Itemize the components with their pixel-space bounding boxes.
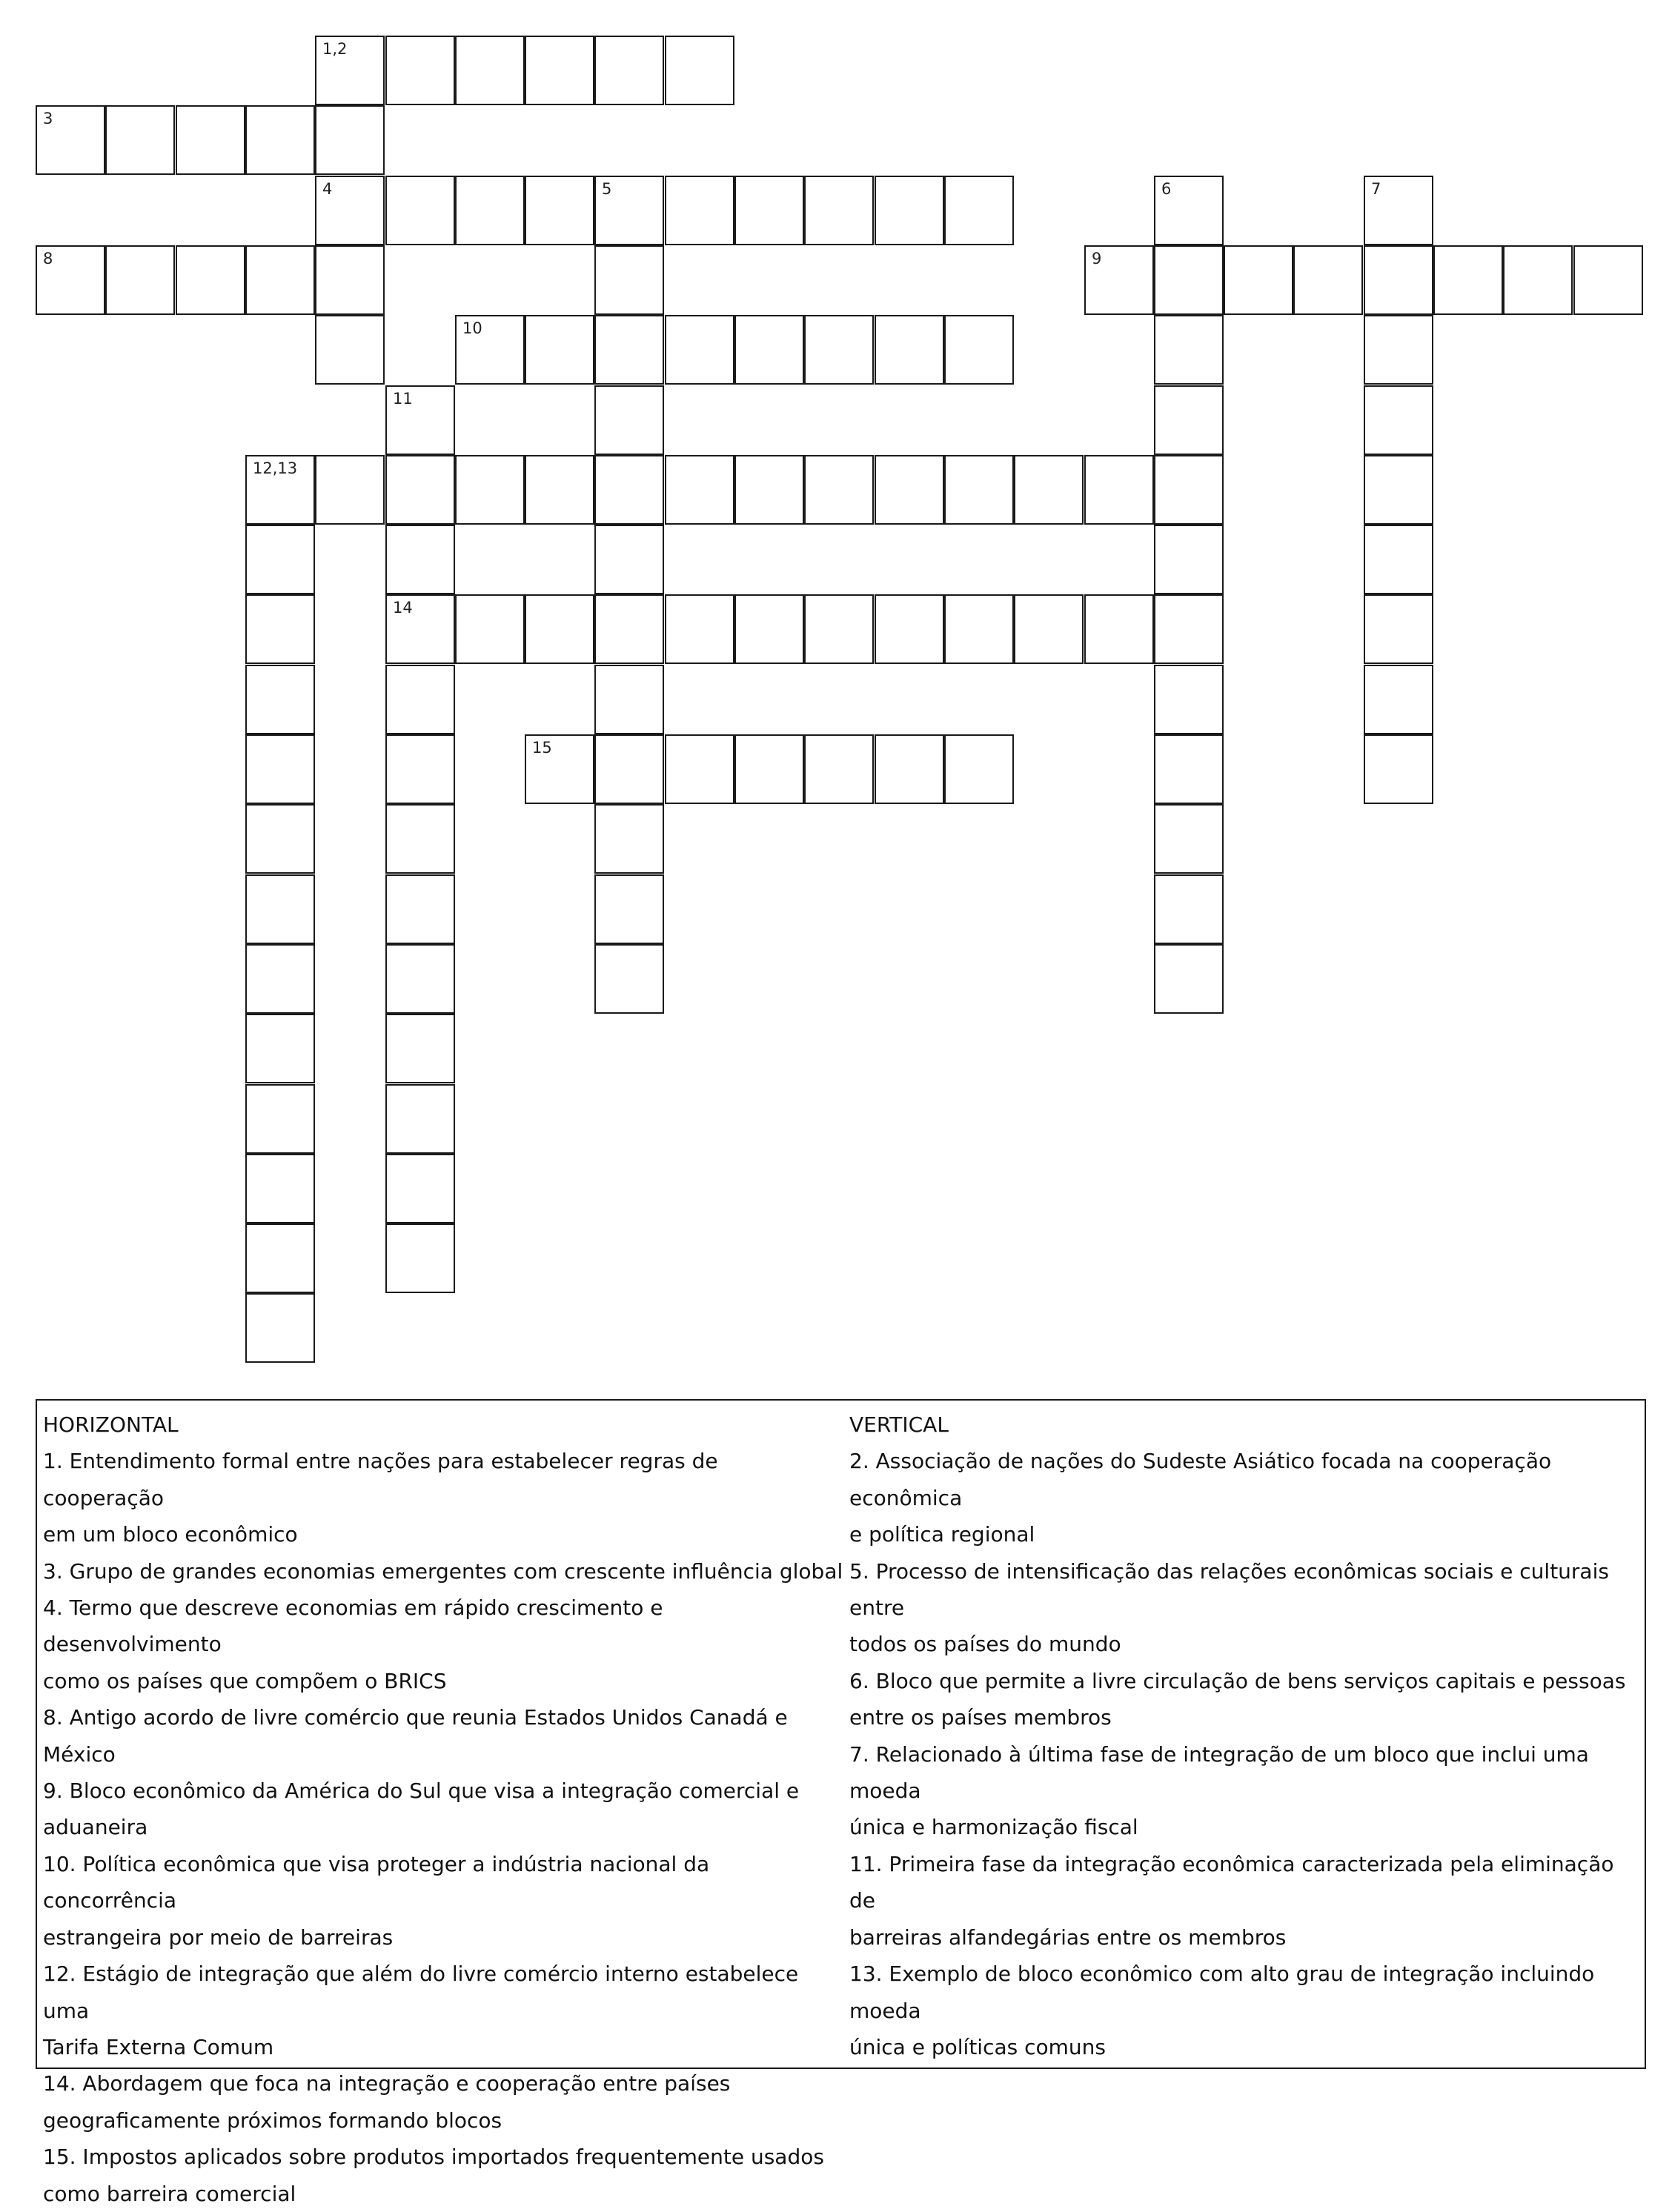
crossword-cell[interactable] <box>1154 804 1224 874</box>
clue-line: 2. Associação de nações do Sudeste Asiático focada na cooperação econômica <box>849 1449 1552 1510</box>
crossword-cell[interactable] <box>525 176 594 245</box>
crossword-cell[interactable] <box>1224 245 1293 315</box>
crossword-cell[interactable] <box>385 874 455 944</box>
crossword-cell[interactable] <box>1154 665 1224 734</box>
crossword-cell[interactable] <box>1433 245 1503 315</box>
clue-number: 7 <box>1371 180 1381 198</box>
crossword-cell[interactable] <box>665 455 734 525</box>
crossword-cell[interactable] <box>665 176 734 245</box>
crossword-cell[interactable] <box>1364 525 1433 594</box>
clue-line: 4. Termo que descreve economias em rápido crescimento e desenvolvimento <box>43 1595 663 1657</box>
clues-panel <box>36 1399 1646 2206</box>
crossword-cell[interactable] <box>1014 455 1084 525</box>
crossword-cell[interactable] <box>245 245 315 315</box>
crossword-cell[interactable] <box>36 245 105 315</box>
crossword-cell[interactable] <box>1503 245 1573 315</box>
crossword-cell[interactable] <box>385 36 455 105</box>
clue-line: aduaneira <box>43 1815 148 1840</box>
clue-line: 7. Relacionado à última fase de integração de um bloco que inclui uma moeda <box>849 1741 1589 1804</box>
crossword-cell[interactable] <box>455 315 525 385</box>
clue-line: 9. Bloco econômico da América do Sul que visa a integração comercial e <box>43 1778 800 1804</box>
crossword-cell[interactable] <box>385 1223 455 1293</box>
crossword-cell[interactable] <box>245 874 315 944</box>
crossword-cell[interactable] <box>105 245 175 315</box>
crossword-cell[interactable] <box>594 245 664 315</box>
crossword-cell[interactable] <box>455 455 525 525</box>
crossword-cell[interactable] <box>1154 874 1224 944</box>
crossword-cell[interactable] <box>1364 176 1433 245</box>
crossword-cell[interactable] <box>734 594 804 664</box>
crossword-cell[interactable] <box>1154 594 1224 664</box>
crossword-cell[interactable] <box>1084 245 1154 315</box>
crossword-cell[interactable] <box>245 1014 315 1083</box>
clue-line: estrangeira por meio de barreiras <box>43 1924 394 1950</box>
clue-number: 15 <box>532 739 552 757</box>
clue-line: 5. Processo de intensificação das relações econômicas sociais e culturais entre <box>849 1558 1609 1621</box>
crossword-cell[interactable] <box>36 105 105 175</box>
crossword-cell[interactable] <box>594 665 664 734</box>
crossword-cell[interactable] <box>1364 734 1433 804</box>
crossword-cell[interactable] <box>385 665 455 734</box>
crossword-cell[interactable] <box>1293 245 1363 315</box>
crossword-cell[interactable] <box>245 1084 315 1154</box>
clue-line: 8. Antigo acordo de livre comércio que reunia Estados Unidos Canadá e México <box>43 1705 788 1767</box>
clue-line: geograficamente próximos formando blocos <box>43 2108 502 2133</box>
crossword-cell[interactable] <box>245 944 315 1014</box>
clue-line: 10. Política econômica que visa proteger a indústria nacional da concorrência <box>43 1851 710 1913</box>
crossword-cell[interactable] <box>665 315 734 385</box>
crossword-cell[interactable] <box>594 734 664 804</box>
clue-number: 4 <box>322 180 333 198</box>
crossword-cell[interactable] <box>315 455 385 525</box>
crossword-cell[interactable] <box>105 105 175 175</box>
crossword-cell[interactable] <box>1154 385 1224 455</box>
crossword-cell[interactable] <box>875 734 944 804</box>
crossword-cell[interactable] <box>594 315 664 385</box>
crossword-cell[interactable] <box>245 525 315 594</box>
crossword-cell[interactable] <box>455 36 525 105</box>
crossword-cell[interactable] <box>1364 665 1433 734</box>
crossword-cell[interactable] <box>385 455 455 525</box>
horizontal-clues <box>43 1406 843 2212</box>
crossword-cell[interactable] <box>804 734 874 804</box>
crossword-cell[interactable] <box>176 105 245 175</box>
crossword-cell[interactable] <box>1154 944 1224 1014</box>
clue-number: 5 <box>602 180 612 198</box>
clue-line: 3. Grupo de grandes economias emergentes com crescente influência global <box>43 1558 843 1584</box>
horizontal-heading: HORIZONTAL <box>43 1412 179 1437</box>
clue-line: 14. Abordagem que foca na integração e cooperação entre países <box>43 2071 731 2096</box>
crossword-cell[interactable] <box>804 315 874 385</box>
crossword-cell[interactable] <box>594 804 664 874</box>
crossword-cell[interactable] <box>1364 315 1433 385</box>
crossword-cell[interactable] <box>1364 594 1433 664</box>
clue-line: 11. Primeira fase da integração econômica caracterizada pela eliminação de <box>849 1851 1614 1913</box>
clue-number: 1,2 <box>322 40 348 58</box>
crossword-cell[interactable] <box>385 1014 455 1083</box>
crossword-cell[interactable] <box>245 1223 315 1293</box>
clue-line: como os países que compõem o BRICS <box>43 1668 447 1693</box>
crossword-cell[interactable] <box>665 36 734 105</box>
crossword-cell[interactable] <box>1154 734 1224 804</box>
crossword-cell[interactable] <box>245 1154 315 1223</box>
clue-line: única e harmonização fiscal <box>849 1815 1138 1840</box>
vertical-clues <box>849 1406 1642 2065</box>
crossword-cell[interactable] <box>1154 176 1224 245</box>
clue-line: 13. Exemplo de bloco econômico com alto grau de integração incluindo moeda <box>849 1962 1595 2023</box>
crossword-cell[interactable] <box>665 594 734 664</box>
clue-number: 11 <box>393 390 413 408</box>
crossword-cell[interactable] <box>245 1293 315 1363</box>
crossword-cell[interactable] <box>594 455 664 525</box>
clue-number: 9 <box>1092 250 1102 268</box>
crossword-cell[interactable] <box>315 315 385 385</box>
crossword-cell[interactable] <box>1364 455 1433 525</box>
clue-number: 10 <box>462 319 482 337</box>
crossword-cell[interactable] <box>1014 594 1084 664</box>
crossword-cell[interactable] <box>665 734 734 804</box>
crossword-cell[interactable] <box>594 525 664 594</box>
crossword-cell[interactable] <box>385 176 455 245</box>
clue-line: 1. Entendimento formal entre nações para estabelecer regras de cooperação <box>43 1449 718 1510</box>
crossword-cell[interactable] <box>1154 245 1224 315</box>
clue-line: e política regional <box>849 1522 1035 1547</box>
crossword-cell[interactable] <box>315 105 385 175</box>
crossword-cell[interactable] <box>315 36 385 105</box>
crossword-cell[interactable] <box>875 176 944 245</box>
crossword-cell[interactable] <box>944 315 1014 385</box>
clue-line: 15. Impostos aplicados sobre produtos importados frequentemente usados <box>43 2145 824 2170</box>
crossword-cell[interactable] <box>385 385 455 455</box>
crossword-cell[interactable] <box>1084 455 1154 525</box>
crossword-cell[interactable] <box>1573 245 1643 315</box>
crossword-cell[interactable] <box>385 594 455 664</box>
crossword-cell[interactable] <box>385 525 455 594</box>
crossword-cell[interactable] <box>875 455 944 525</box>
crossword-cell[interactable] <box>804 594 874 664</box>
vertical-heading: VERTICAL <box>849 1412 949 1437</box>
crossword-cell[interactable] <box>594 944 664 1014</box>
clue-number: 3 <box>43 110 53 127</box>
crossword-cell[interactable] <box>455 594 525 664</box>
crossword-cell[interactable] <box>525 36 594 105</box>
crossword-cell[interactable] <box>594 874 664 944</box>
crossword-cell[interactable] <box>176 245 245 315</box>
crossword-cell[interactable] <box>944 734 1014 804</box>
crossword-cell[interactable] <box>525 594 594 664</box>
crossword-cell[interactable] <box>734 734 804 804</box>
clue-line: barreiras alfandegárias entre os membros <box>849 1924 1287 1950</box>
crossword-cell[interactable] <box>245 455 315 525</box>
clue-number: 14 <box>393 599 413 617</box>
crossword-cell[interactable] <box>385 1084 455 1154</box>
crossword-cell[interactable] <box>1364 245 1433 315</box>
crossword-cell[interactable] <box>1154 455 1224 525</box>
crossword-cell[interactable] <box>734 176 804 245</box>
crossword-cell[interactable] <box>245 665 315 734</box>
clue-line: 12. Estágio de integração que além do livre comércio interno estabelece uma <box>43 1962 799 2023</box>
crossword-cell[interactable] <box>734 455 804 525</box>
clue-line: única e políticas comuns <box>849 2034 1106 2059</box>
crossword-cell[interactable] <box>455 176 525 245</box>
clue-line: entre os países membros <box>849 1705 1112 1730</box>
crossword-cell[interactable] <box>315 245 385 315</box>
clue-line: 6. Bloco que permite a livre circulação de bens serviços capitais e pessoas <box>849 1668 1626 1693</box>
crossword-cell[interactable] <box>1364 385 1433 455</box>
clue-number: 8 <box>43 250 53 268</box>
crossword-cell[interactable] <box>594 594 664 664</box>
clue-line: Tarifa Externa Comum <box>43 2034 274 2059</box>
crossword-cell[interactable] <box>525 734 594 804</box>
crossword-cell[interactable] <box>245 734 315 804</box>
crossword-cell[interactable] <box>1084 594 1154 664</box>
crossword-cell[interactable] <box>734 315 804 385</box>
crossword-cell[interactable] <box>385 944 455 1014</box>
crossword-cell[interactable] <box>245 594 315 664</box>
clue-line: como barreira comercial <box>43 2181 296 2206</box>
crossword-cell[interactable] <box>385 1154 455 1223</box>
crossword-cell[interactable] <box>944 594 1014 664</box>
crossword-cell[interactable] <box>1154 315 1224 385</box>
crossword-cell[interactable] <box>944 176 1014 245</box>
crossword-cell[interactable] <box>245 105 315 175</box>
crossword-cell[interactable] <box>594 176 664 245</box>
crossword-cell[interactable] <box>315 176 385 245</box>
crossword-cell[interactable] <box>1154 525 1224 594</box>
crossword-cell[interactable] <box>385 734 455 804</box>
crossword-cell[interactable] <box>525 455 594 525</box>
crossword-cell[interactable] <box>944 455 1014 525</box>
crossword-cell[interactable] <box>245 804 315 874</box>
crossword-cell[interactable] <box>594 36 664 105</box>
crossword-cell[interactable] <box>875 315 944 385</box>
crossword-cell[interactable] <box>525 315 594 385</box>
crossword-cell[interactable] <box>385 804 455 874</box>
clue-number: 12,13 <box>253 459 298 477</box>
clue-line: em um bloco econômico <box>43 1522 298 1547</box>
clue-line: todos os países do mundo <box>849 1632 1121 1657</box>
clue-number: 6 <box>1161 180 1172 198</box>
crossword-cell[interactable] <box>804 176 874 245</box>
crossword-cell[interactable] <box>594 385 664 455</box>
crossword-cell[interactable] <box>804 455 874 525</box>
crossword-cell[interactable] <box>875 594 944 664</box>
